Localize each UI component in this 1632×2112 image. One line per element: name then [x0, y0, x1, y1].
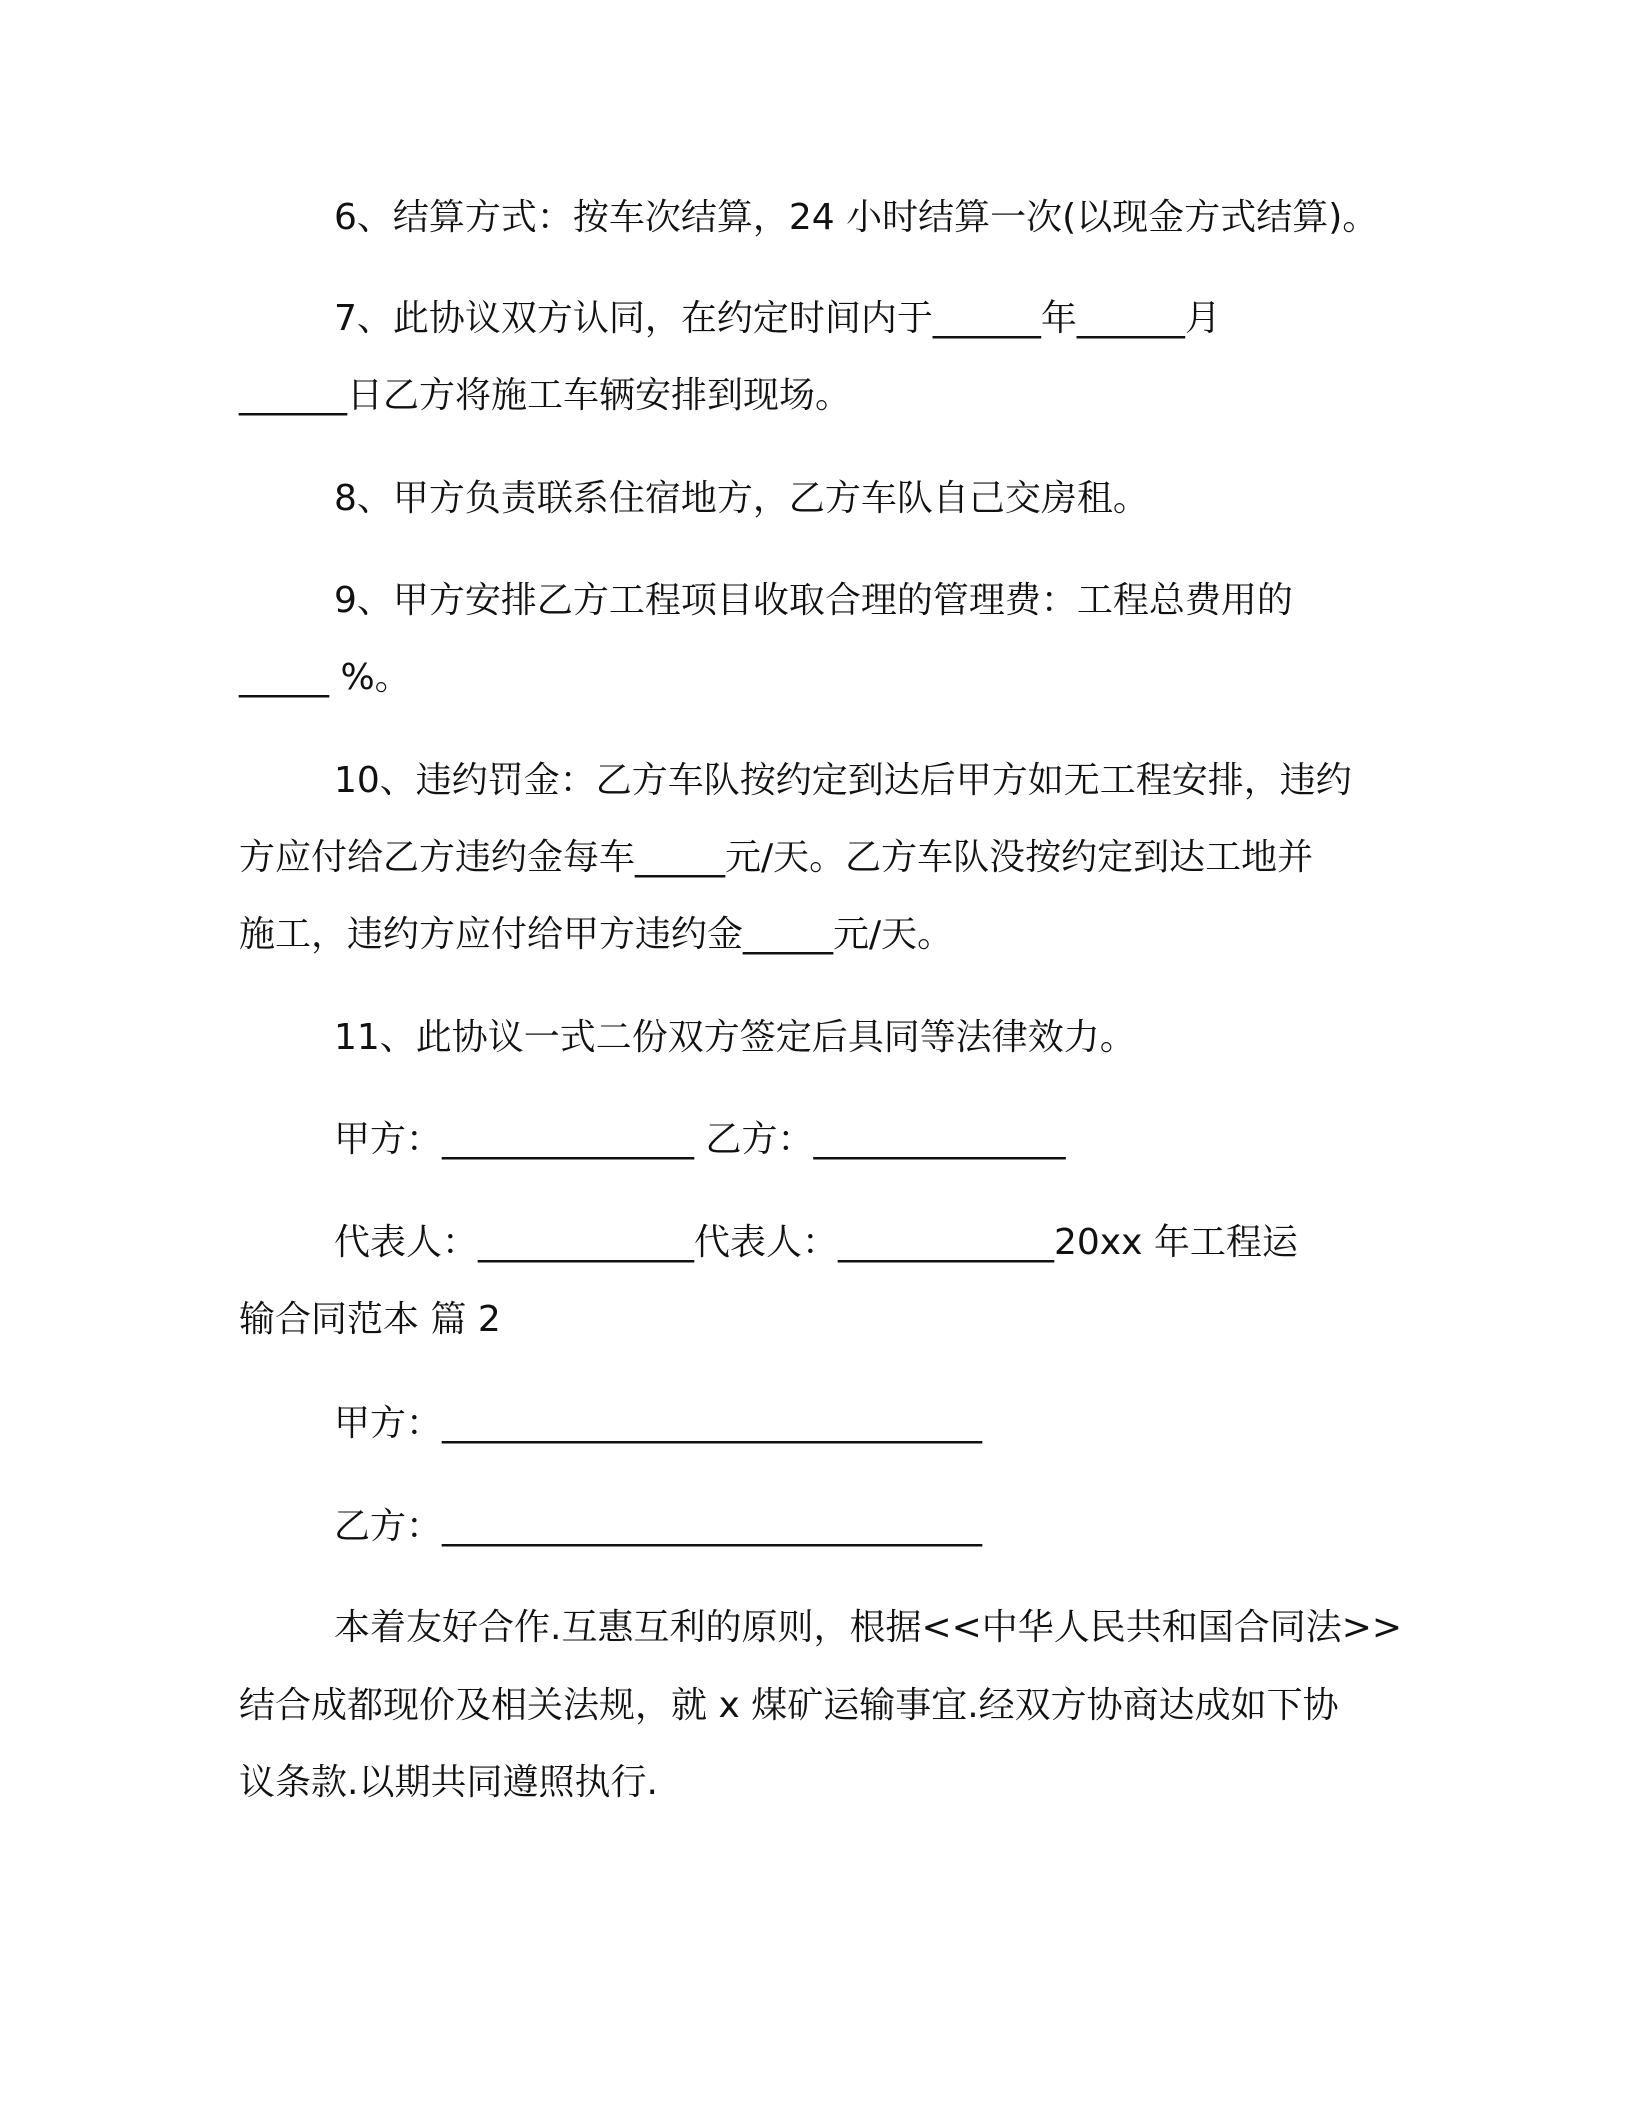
preamble-line-1: 本着友好合作.互惠互利的原则，根据<<中华人民共和国合同法>> — [334, 1607, 1403, 1648]
party-b-field: 乙方：______________________________ — [334, 1506, 983, 1547]
clause-10-line-3: 施工，违约方应付给甲方违约金_____元/天。 — [239, 914, 954, 955]
signature-representatives: 代表人：____________代表人：____________20xx 年工程运 — [334, 1222, 1298, 1263]
clause-11-validity: 11、此协议一式二份双方签定后具同等法律效力。 — [334, 1017, 1136, 1058]
party-a-field: 甲方：______________________________ — [334, 1403, 983, 1444]
preamble-line-2: 结合成都现价及相关法规，就 x 煤矿运输事宜.经双方协商达成如下协 — [239, 1685, 1339, 1726]
clause-10-line-2: 方应付给乙方违约金每车_____元/天。乙方车队没按约定到达工地并 — [239, 837, 1314, 878]
clause-6-settlement: 6、结算方式：按车次结算，24 小时结算一次(以现金方式结算)。 — [334, 197, 1379, 238]
clause-8-lodging: 8、甲方负责联系住宿地方，乙方车队自己交房租。 — [334, 478, 1149, 519]
section-title-contract-2: 输合同范本 篇 2 — [239, 1299, 501, 1340]
signature-parties: 甲方：______________ 乙方：______________ — [334, 1119, 1066, 1160]
clause-9-line-1: 9、甲方安排乙方工程项目收取合理的管理费：工程总费用的 — [334, 580, 1293, 621]
preamble-line-3: 议条款.以期共同遵照执行. — [239, 1762, 658, 1803]
clause-7-line-2: ______日乙方将施工车辆安排到现场。 — [239, 375, 852, 416]
clause-10-line-1: 10、违约罚金：乙方车队按约定到达后甲方如无工程安排，违约 — [334, 760, 1352, 801]
clause-9-line-2: _____ %。 — [239, 657, 411, 698]
clause-7-line-1: 7、此协议双方认同，在约定时间内于______年______月 — [334, 298, 1221, 339]
